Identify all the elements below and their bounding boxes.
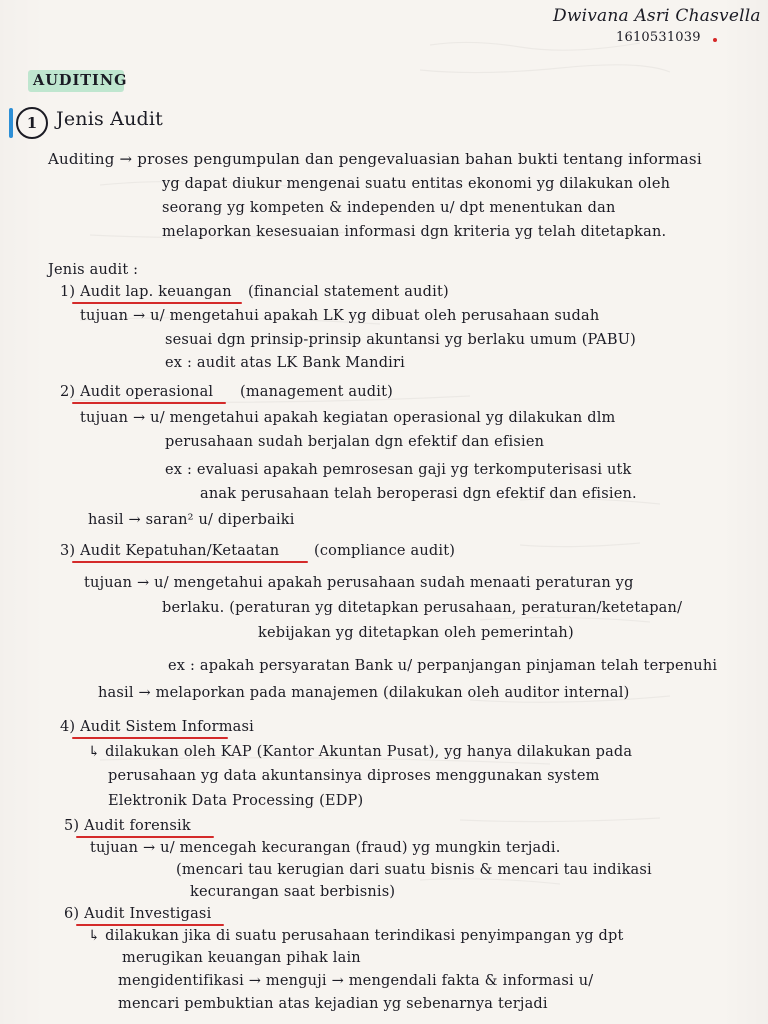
audit-line: tujuan → u/ mencegah kecurangan (fraud) yg mungkin terjadi. — [90, 840, 561, 856]
heading-underline — [72, 402, 226, 404]
heading-underline — [72, 561, 308, 563]
audit-heading: 6) Audit Investigasi — [64, 906, 212, 922]
heading-underline — [76, 836, 214, 838]
audit-line: Elektronik Data Processing (EDP) — [108, 793, 364, 809]
audit-heading-extra: (management audit) — [240, 384, 393, 400]
definition-line: yg dapat diukur mengenai suatu entitas ekonomi yg dilakukan oleh — [162, 176, 671, 192]
definition-line: seorang yg kompeten & independen u/ dpt menentukan dan — [162, 200, 616, 216]
audit-line: merugikan keuangan pihak lain — [122, 950, 361, 966]
definition-line: Auditing → proses pengumpulan dan pengevaluasian bahan bukti tentang informasi — [48, 150, 702, 168]
audit-heading: 3) Audit Kepatuhan/Ketaatan — [60, 543, 280, 559]
section-number: 1 — [26, 114, 38, 132]
audit-line: ↳ dilakukan oleh KAP (Kantor Akuntan Pusat), yg hanya dilakukan pada — [88, 744, 633, 760]
audit-line: perusahaan yg data akuntansinya diproses menggunakan system — [108, 768, 600, 784]
audit-line: ex : apakah persyaratan Bank u/ perpanjangan pinjaman telah terpenuhi — [168, 658, 718, 674]
audit-result-line: hasil → melaporkan pada manajemen (dilakukan oleh auditor internal) — [98, 685, 630, 701]
heading-underline — [72, 737, 228, 739]
audit-line: sesuai dgn prinsip-prinsip akuntansi yg berlaku umum (PABU) — [165, 332, 636, 348]
audit-heading-extra: (compliance audit) — [314, 543, 456, 559]
audit-line: tujuan → u/ mengetahui apakah LK yg dibuat oleh perusahaan sudah — [80, 308, 600, 324]
audit-line: ex : audit atas LK Bank Mandiri — [165, 355, 405, 371]
audit-line: berlaku. (peraturan yg ditetapkan perusahaan, peraturan/ketetapan/ — [162, 600, 683, 616]
author-name: Dwivana Asri Chasvella — [553, 6, 761, 26]
audit-heading: 5) Audit forensik — [64, 818, 191, 834]
audit-line: tujuan → u/ mengetahui apakah perusahaan sudah menaati peraturan yg — [84, 575, 634, 591]
jenis-audit-label: Jenis audit : — [48, 262, 139, 278]
audit-heading: 4) Audit Sistem Informasi — [60, 719, 255, 735]
audit-line: ex : evaluasi apakah pemrosesan gaji yg terkomputerisasi utk — [165, 462, 632, 478]
student-id: 1610531039 — [616, 30, 701, 45]
page-title: AUDITING — [33, 72, 128, 89]
heading-underline — [72, 302, 242, 304]
audit-line: (mencari tau kerugian dari suatu bisnis & mencari tau indikasi — [176, 862, 652, 878]
section-marker — [9, 108, 13, 138]
audit-line: tujuan → u/ mengetahui apakah kegiatan operasional yg dilakukan dlm — [80, 410, 616, 426]
audit-result-line: hasil → saran² u/ diperbaiki — [88, 512, 295, 528]
audit-line: ↳ dilakukan jika di suatu perusahaan terindikasi penyimpangan yg dpt — [88, 928, 624, 944]
audit-line: anak perusahaan telah beroperasi dgn efektif dan efisien. — [200, 486, 637, 502]
section-number-badge — [16, 107, 48, 139]
section-title: Jenis Audit — [56, 108, 163, 130]
audit-heading-extra: (financial statement audit) — [248, 284, 449, 300]
heading-underline — [76, 924, 224, 926]
audit-line: kebijakan yg ditetapkan oleh pemerintah) — [258, 625, 574, 641]
audit-line: mencari pembuktian atas kejadian yg sebenarnya terjadi — [118, 996, 548, 1012]
audit-heading: 2) Audit operasional — [60, 384, 214, 400]
audit-line: mengidentifikasi → menguji → mengendali fakta & informasi u/ — [118, 973, 594, 989]
audit-line: perusahaan sudah berjalan dgn efektif dan efisien — [165, 434, 545, 450]
definition-line: melaporkan kesesuaian informasi dgn kriteria yg telah ditetapkan. — [162, 224, 667, 240]
red-dot-mark — [713, 38, 717, 42]
audit-heading: 1) Audit lap. keuangan — [60, 284, 232, 300]
audit-line: kecurangan saat berbisnis) — [190, 884, 396, 900]
